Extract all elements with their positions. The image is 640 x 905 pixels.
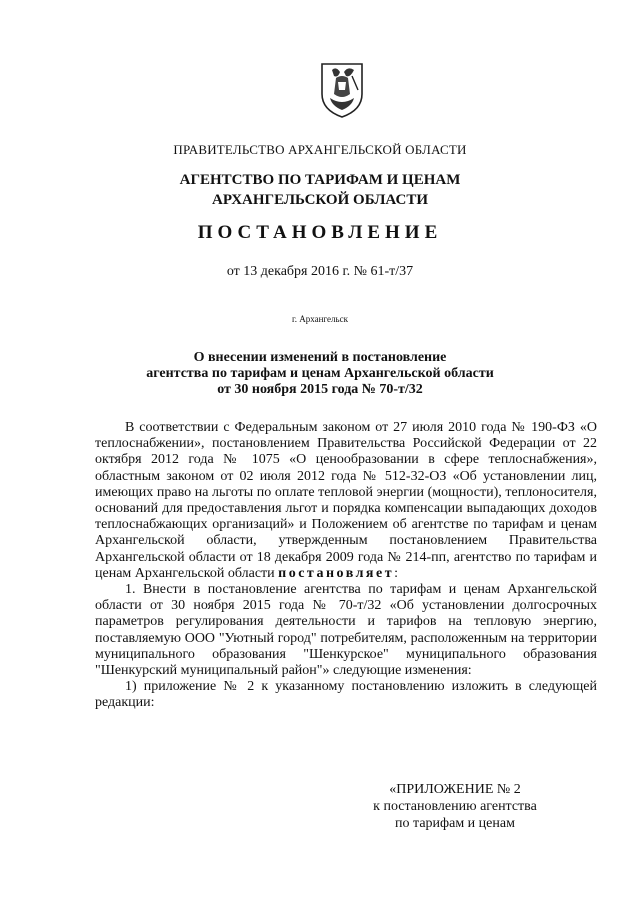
body-paragraph-2: 1. Внести в постановление агентства по тарифам и ценам Архангельской области от 30 ноября 2015 года № 70-т/32 «Об установлении долгосрочных параметров регулирования деятельности и тарифов на тепловую энергию, поставляемую ООО "Уютный город" потребителям, расположенным на территории муниципального образования "Шенкурское" муниципального образования "Шенкурский муниципальный район"» следующие изменения: [95, 582, 597, 679]
decree-keyword: постановляет [278, 565, 395, 581]
document-city: г. Архангельск [292, 314, 348, 324]
appendix-line3: по тарифам и ценам [395, 816, 515, 831]
government-title: ПРАВИТЕЛЬСТВО АРХАНГЕЛЬСКОЙ ОБЛАСТИ [173, 142, 467, 157]
document-date-number: от 13 декабря 2016 г. № 61-т/37 [226, 264, 414, 279]
body-paragraph-1 [95, 420, 597, 582]
subject-line3: от 30 ноября 2015 года № 70-т/32 [217, 382, 423, 397]
document-body [95, 420, 597, 712]
body-paragraph-3: 1) приложение № 2 к указанному постановлению изложить в следующей редакции: [95, 679, 597, 711]
paragraph-1-end: : [394, 565, 398, 581]
subject-line1: О внесении изменений в постановление [193, 350, 447, 365]
appendix-line1: «ПРИЛОЖЕНИЕ № 2 [389, 782, 521, 797]
agency-title-line2: АРХАНГЕЛЬСКОЙ ОБЛАСТИ [212, 192, 428, 208]
document-type-heading: ПОСТАНОВЛЕНИЕ [197, 222, 443, 243]
coat-of-arms-emblem [318, 60, 366, 120]
document-subject [0, 350, 640, 398]
subject-line2: агентства по тарифам и ценам Архангельской области [146, 366, 494, 381]
agency-title [0, 170, 640, 210]
appendix-line2: к постановлению агентства [373, 799, 537, 814]
agency-title-line1: АГЕНТСТВО ПО ТАРИФАМ И ЦЕНАМ [179, 172, 461, 188]
appendix-header [350, 781, 560, 832]
paragraph-1-text: В соответствии с Федеральным законом от 27 июля 2010 года № 190-ФЗ «О теплоснабжении», постановлением Правительства Российской Федерации от 22 октября 2012 года № 1075 «О ценообразовании в сфере теплоснабжения», областным законом от 02 июля 2012 года № 512-32-ОЗ «Об установлении лиц, имеющих право на льготы по оплате тепловой энергии (мощности), теплоносителя, оснований для предоставления льгот и порядка компенсации выпадающих доходов теплоснабжающих организаций» и Положением об агентстве по тарифам и ценам Архангельской области, утвержденным постановлением Правительства Архангельской области от 18 декабря 2009 года № 214-пп, агентство по тарифам и ценам Архангельской области [95, 420, 597, 581]
